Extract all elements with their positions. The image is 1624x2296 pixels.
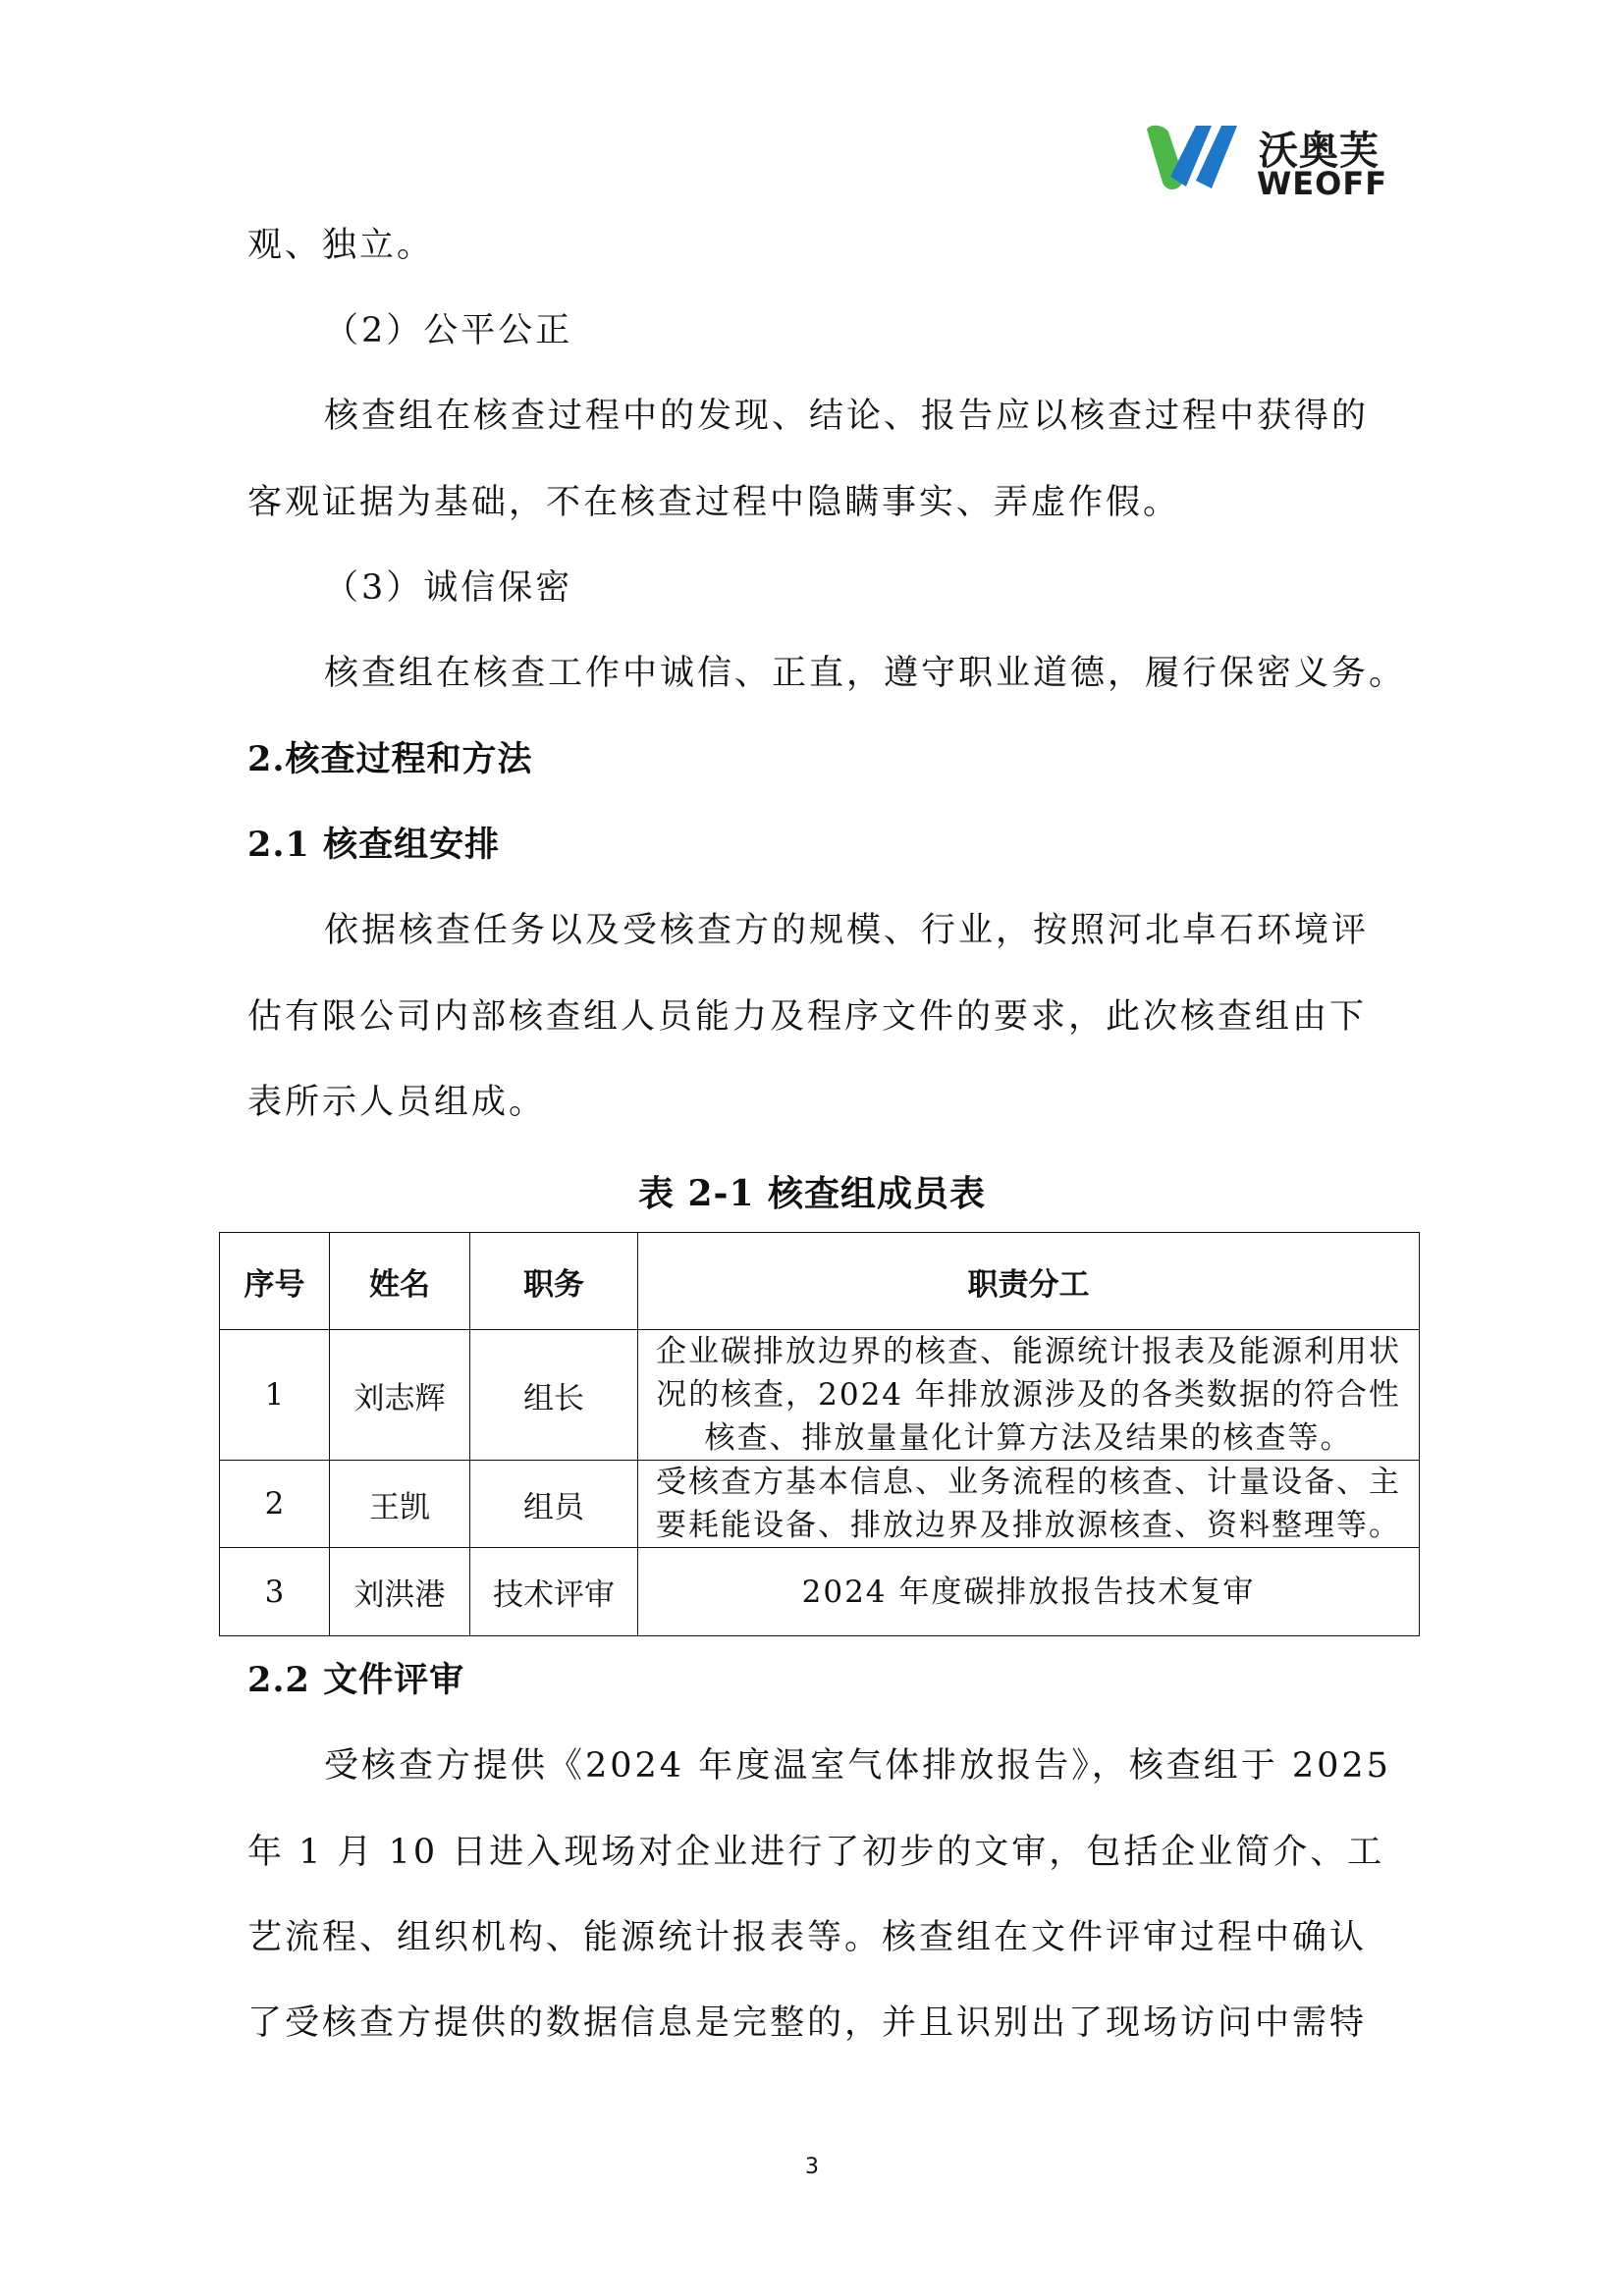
cell-role: 组员	[470, 1461, 638, 1548]
paragraph-line: 依据核查任务以及受核查方的规模、行业，按照河北卓石环境评	[324, 911, 1370, 950]
cell-name: 王凯	[330, 1461, 470, 1548]
duty-line: 企业碳排放边界的核查、能源统计报表及能源利用状	[656, 1334, 1401, 1369]
paragraph-line: 核查组在核查过程中的发现、结论、报告应以核查过程中获得的	[324, 397, 1370, 436]
paragraph-line: 艺流程、组织机构、能源统计报表等。核查组在文件评审过程中确认	[247, 1918, 1368, 1957]
cell-no: 1	[220, 1330, 330, 1461]
page-number: 3	[805, 2155, 819, 2179]
paragraph-line: 了受核查方提供的数据信息是完整的，并且识别出了现场访问中需特	[247, 2003, 1368, 2043]
subsection-heading: 2.1 核查组安排	[247, 825, 501, 865]
cell-name: 刘志辉	[330, 1330, 470, 1461]
duty-line: 要耗能设备、排放边界及排放源核查、资料整理等。	[656, 1508, 1401, 1543]
cell-duty	[638, 1548, 1420, 1636]
table-caption: 表 2-1 核查组成员表	[637, 1173, 987, 1214]
paragraph-line: 观、独立。	[247, 226, 435, 265]
section-heading: 2.核查过程和方法	[247, 739, 533, 779]
cell-duty	[638, 1461, 1420, 1548]
header-name: 姓名	[330, 1233, 470, 1330]
header-duty: 职责分工	[638, 1233, 1420, 1330]
cell-name: 刘洪港	[330, 1548, 470, 1636]
weoff-logo-icon	[1141, 118, 1249, 196]
paragraph-line: 受核查方提供《2024 年度温室气体排放报告》，核查组于 2025	[324, 1746, 1391, 1786]
logo-text-en: WEOFF	[1257, 165, 1388, 202]
duty-line: 况的核查，2024 年排放源涉及的各类数据的符合性	[656, 1377, 1401, 1413]
paragraph-line: 核查组在核查工作中诚信、正直，遵守职业道德，履行保密义务。	[324, 654, 1407, 693]
paragraph-line: 客观证据为基础，不在核查过程中隐瞒事实、弄虚作假。	[247, 483, 1181, 522]
cell-duty	[638, 1330, 1420, 1461]
table-row	[220, 1461, 1420, 1548]
duty-line: 2024 年度碳排放报告技术复审	[801, 1574, 1256, 1610]
cell-role: 技术评审	[470, 1548, 638, 1636]
duty-line: 核查、排放量量化计算方法及结果的核查等。	[704, 1420, 1353, 1456]
table-header-row	[220, 1233, 1420, 1330]
subheading-integrity: （3）诚信保密	[324, 568, 573, 608]
header-role: 职务	[470, 1233, 638, 1330]
company-logo	[1141, 118, 1396, 202]
duty-line: 受核查方基本信息、业务流程的核查、计量设备、主	[656, 1465, 1401, 1500]
cell-role: 组长	[470, 1330, 638, 1461]
subsection-heading: 2.2 文件评审	[247, 1660, 465, 1700]
subheading-fairness: （2）公平公正	[324, 311, 573, 350]
table-row	[220, 1548, 1420, 1636]
cell-no: 3	[220, 1548, 330, 1636]
team-members-table	[219, 1232, 1420, 1636]
paragraph-line: 年 1 月 10 日进入现场对企业进行了初步的文审，包括企业简介、工	[247, 1833, 1385, 1872]
table-row	[220, 1330, 1420, 1461]
paragraph-line: 估有限公司内部核查组人员能力及程序文件的要求，此次核查组由下	[247, 997, 1368, 1037]
logo-text-cn: 沃奥芙	[1259, 129, 1380, 174]
header-no: 序号	[220, 1233, 330, 1330]
cell-no: 2	[220, 1461, 330, 1548]
paragraph-line: 表所示人员组成。	[247, 1083, 547, 1122]
